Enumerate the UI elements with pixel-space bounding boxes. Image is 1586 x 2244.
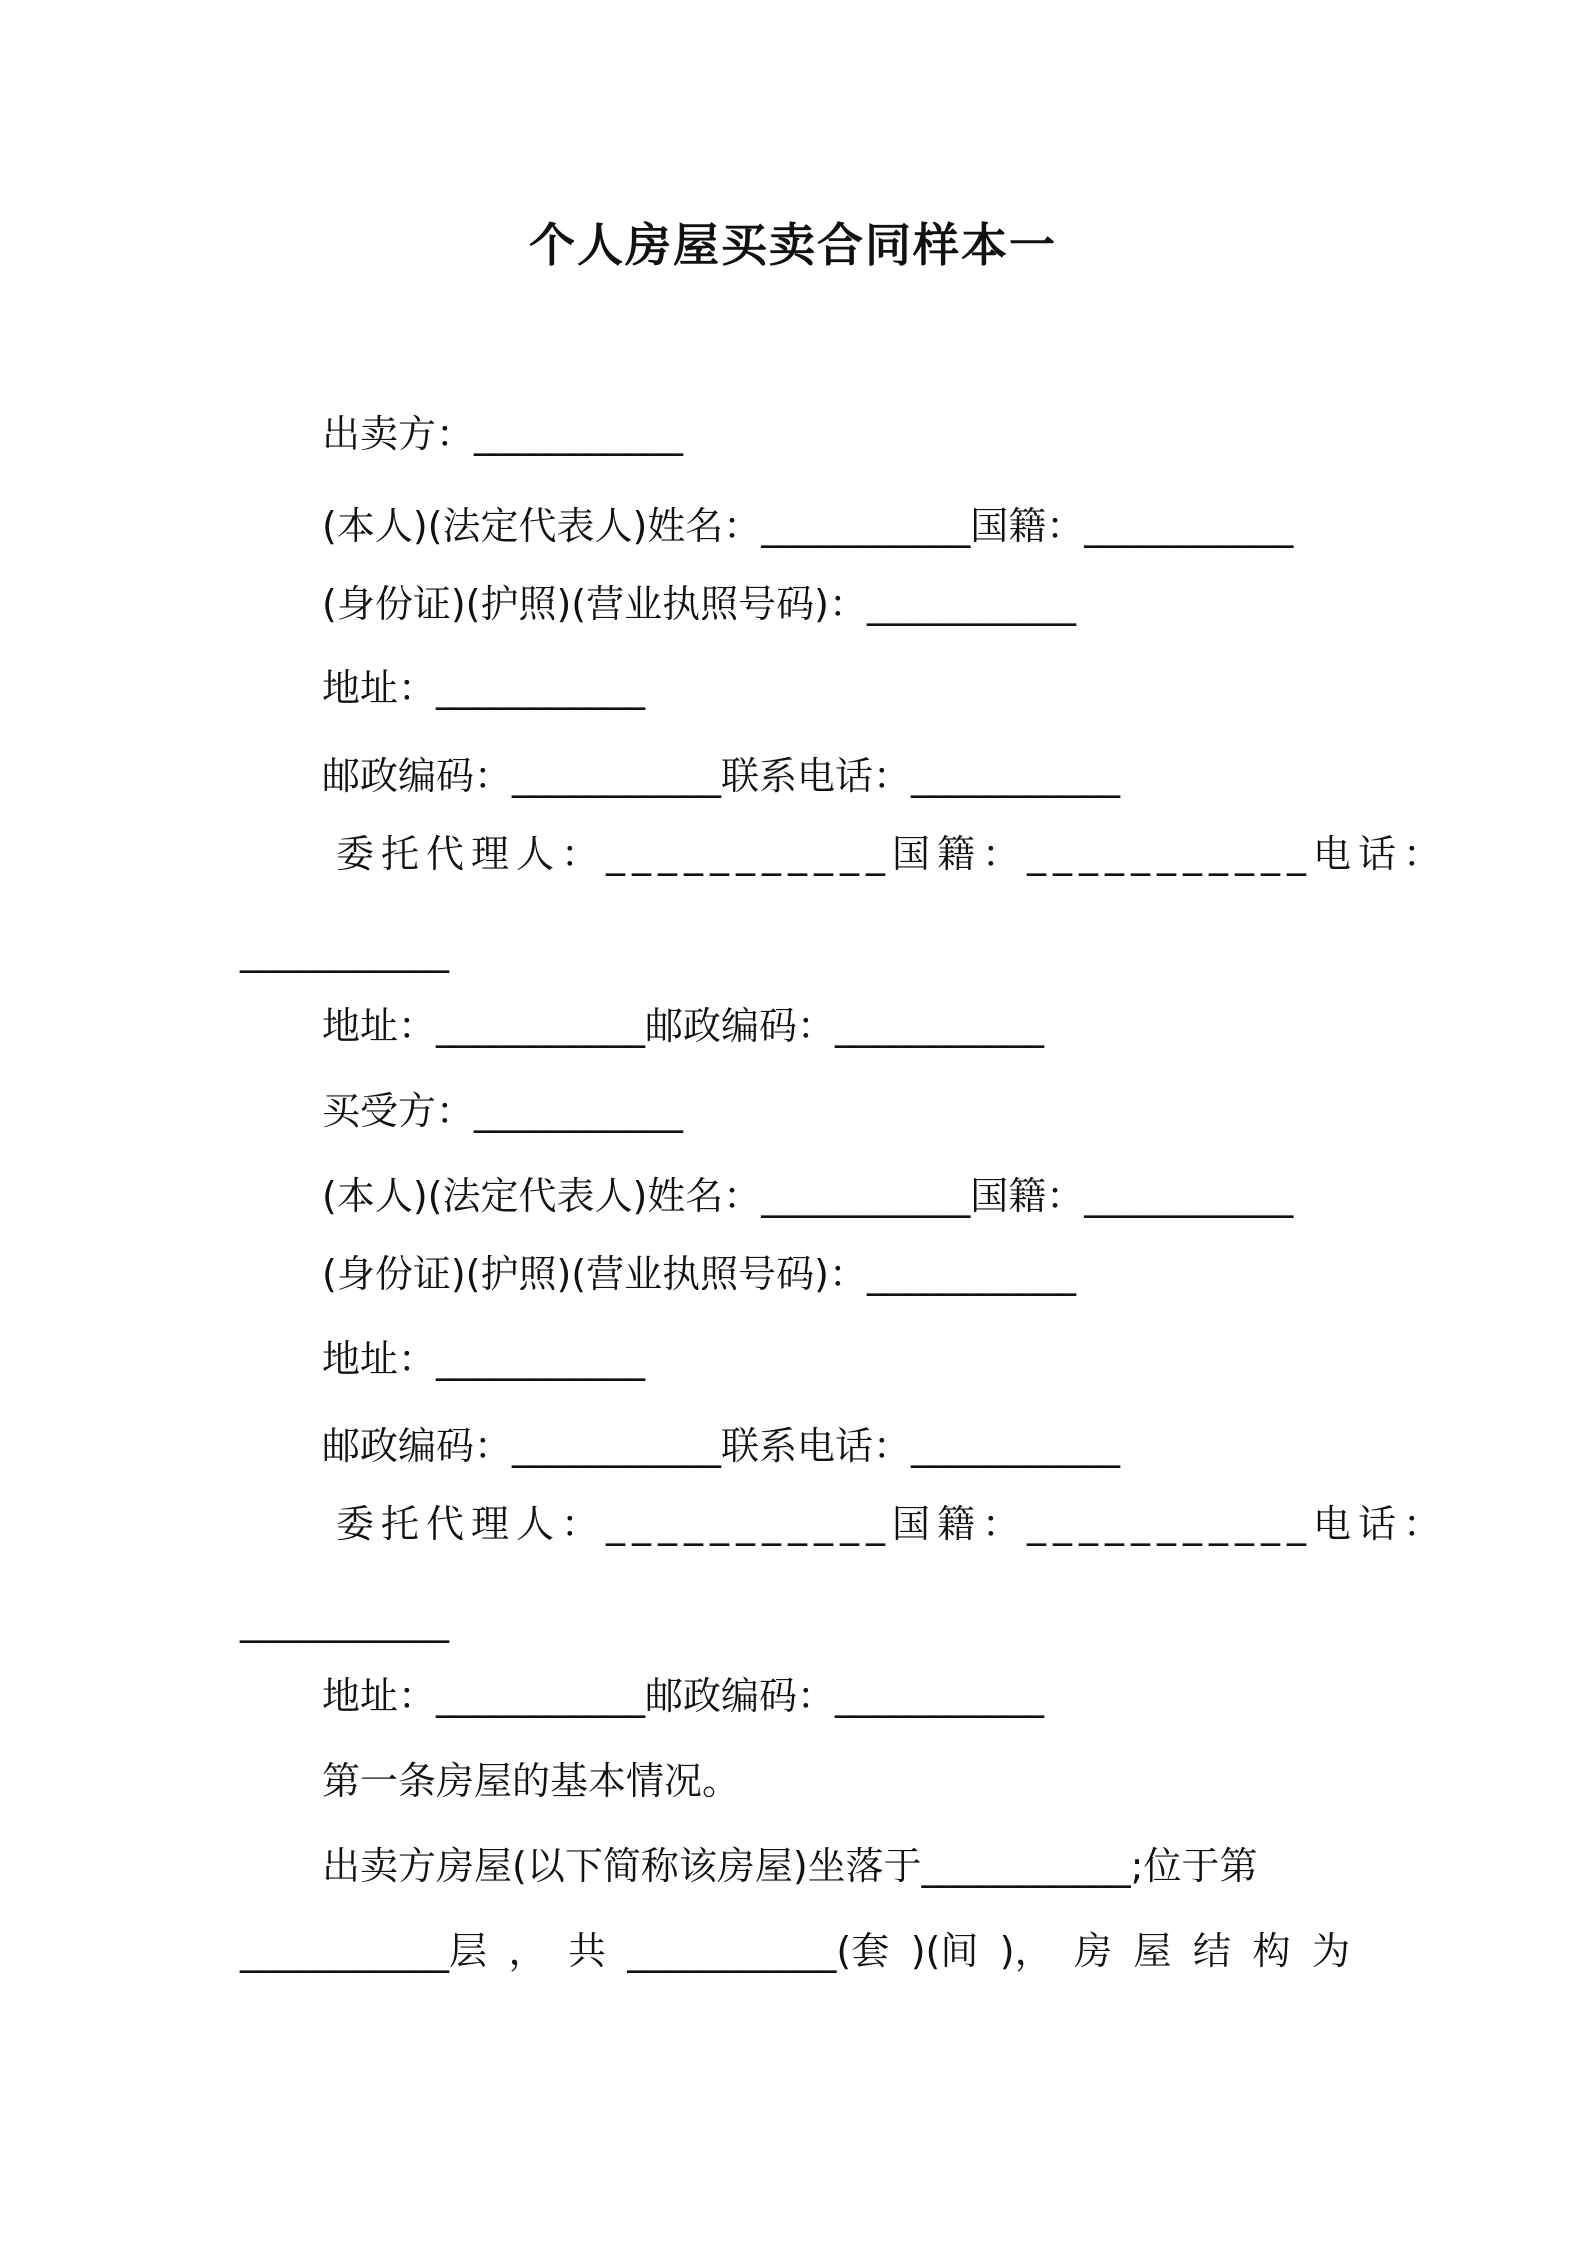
- seller-agent-address-line: 地址：___________邮政编码：___________: [322, 1004, 1045, 1048]
- buyer-id-line: (身份证)(护照)(营业执照号码)：___________: [322, 1252, 1076, 1296]
- buyer-label-line: 买受方：___________: [322, 1089, 684, 1133]
- article-one-heading: 第一条房屋的基本情况。: [322, 1759, 741, 1803]
- article-one-text-line-2: [240, 1925, 1350, 1977]
- text-segment: )(间: [910, 1929, 979, 1973]
- seller-id-line: (身份证)(护照)(营业执照号码)：___________: [322, 582, 1076, 626]
- seller-address-line: 地址：___________: [322, 666, 646, 710]
- buyer-agent-phone-blank: ___________: [240, 1599, 449, 1643]
- article-one-text-line-1: 出卖方房屋(以下简称该房屋)坐落于___________;位于第: [322, 1844, 1258, 1888]
- text-segment: 为: [1311, 1929, 1350, 1973]
- text-segment: ___________(套: [627, 1929, 890, 1973]
- text-segment: 共: [567, 1929, 606, 1973]
- document-title: 个人房屋买卖合同样本一: [529, 218, 1057, 272]
- text-segment: 屋: [1133, 1929, 1172, 1973]
- seller-agent-phone-blank: ___________: [240, 929, 449, 973]
- buyer-postcode-phone-line: 邮政编码：___________联系电话：___________: [322, 1424, 1121, 1468]
- buyer-address-line: 地址：___________: [322, 1337, 646, 1381]
- buyer-agent-line: 委托代理人：___________国籍：___________电话：: [336, 1502, 1449, 1546]
- text-segment: )，: [999, 1929, 1053, 1973]
- buyer-agent-address-line: 地址：___________邮政编码：___________: [322, 1674, 1045, 1718]
- text-segment: ___________层: [240, 1929, 488, 1973]
- text-segment: 构: [1252, 1929, 1291, 1973]
- seller-label-line: 出卖方：___________: [322, 412, 684, 456]
- seller-agent-line: 委托代理人：___________国籍：___________电话：: [336, 832, 1449, 876]
- seller-name-line: (本人)(法定代表人)姓名：___________国籍：___________: [322, 504, 1294, 548]
- seller-postcode-phone-line: 邮政编码：___________联系电话：___________: [322, 754, 1121, 798]
- buyer-name-line: (本人)(法定代表人)姓名：___________国籍：___________: [322, 1174, 1294, 1218]
- text-segment: 房: [1074, 1929, 1113, 1973]
- text-segment: 结: [1193, 1929, 1232, 1973]
- text-segment: ，: [508, 1929, 547, 1973]
